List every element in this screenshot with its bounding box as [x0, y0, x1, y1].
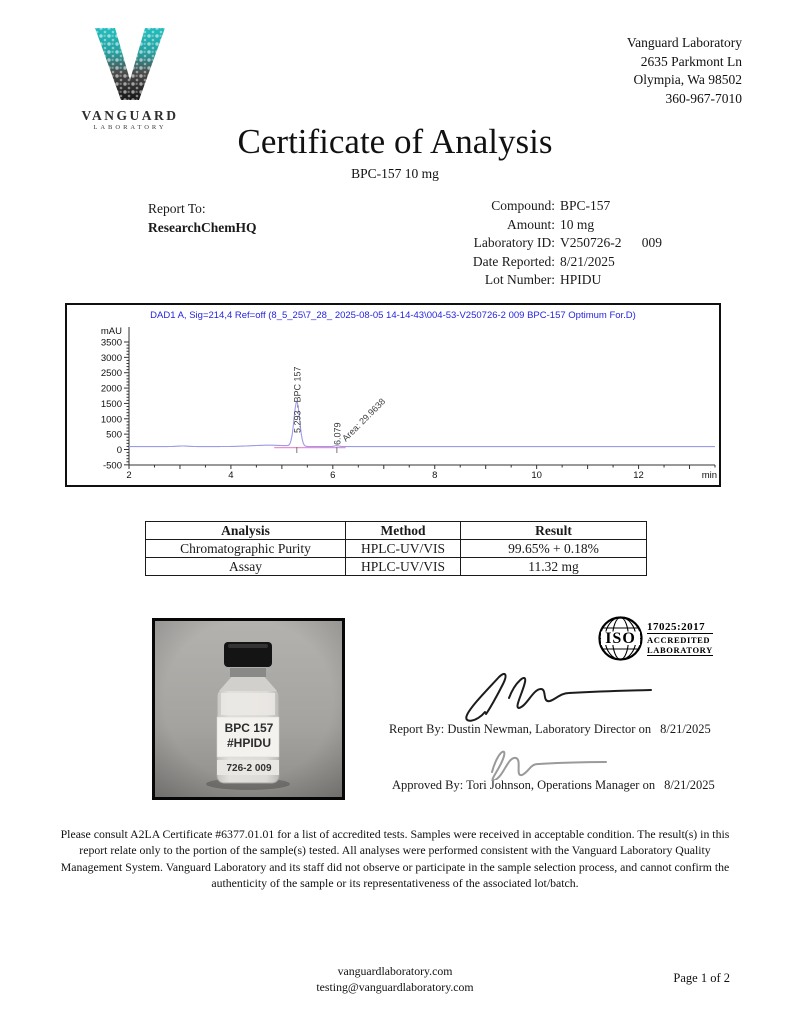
info-label: Compound:: [491, 198, 555, 213]
svg-text:500: 500: [106, 429, 122, 441]
address-line: Olympia, Wa 98502: [633, 72, 742, 87]
iso-badge-text: [647, 621, 713, 656]
chromatogram-chart: [65, 303, 721, 487]
svg-text:0: 0: [116, 445, 122, 456]
info-value: V250726-2 009: [560, 235, 662, 250]
vial-powder: [221, 693, 275, 715]
report-to-name: ResearchChemHQ: [148, 220, 257, 235]
info-label: Lot Number:: [484, 272, 555, 287]
cell-method: HPLC-UV/VIS: [346, 558, 461, 576]
footer-contact: [0, 963, 790, 995]
document-title: Certificate of Analysis: [237, 122, 553, 161]
address-line: 360-967-7010: [665, 90, 742, 106]
info-row-date-reported: [360, 253, 662, 272]
address-line: 2635 Parkmont Ln: [640, 53, 742, 69]
cell-analysis: Assay: [146, 558, 346, 576]
info-value: BPC-157: [560, 198, 611, 213]
vial-photo-svg: [155, 621, 342, 797]
svg-text:DAD1 A, Sig=214,4 Ref=off (8_5: DAD1 A, Sig=214,4 Ref=off (8_5_25\7_28_ 2025-08-05 14-14-43\004-53-V250726-2 009 BPC-157 Optimum For.D): [150, 310, 636, 321]
lab-address: [627, 34, 742, 108]
col-header-result: Result: [461, 522, 647, 540]
svg-text:6: 6: [330, 470, 336, 481]
info-row-lab-id: [360, 234, 662, 253]
svg-text:8: 8: [432, 470, 438, 481]
info-row-amount: [360, 216, 662, 235]
vial-cap-highlight: [228, 644, 268, 648]
iso-globe-icon: [597, 615, 644, 662]
vanguard-v-icon: [91, 26, 169, 102]
info-value: 10 mg: [560, 216, 595, 232]
table-header-row: [146, 522, 647, 540]
report-by-signature: [455, 662, 665, 722]
approved-by-line: [392, 778, 715, 793]
iso-laboratory-text: LABORATORY: [647, 645, 713, 655]
table-row: [146, 540, 647, 558]
info-label: Date Reported:: [472, 253, 555, 269]
svg-text:5.293 - BPC 157: 5.293 - BPC 157: [292, 366, 303, 434]
svg-text:1000: 1000: [100, 414, 122, 426]
sample-info-block: [360, 197, 662, 290]
results-table: [145, 521, 647, 576]
sample-vial-photo: [152, 618, 345, 800]
svg-text:2500: 2500: [100, 368, 122, 380]
cell-analysis: Chromatographic Purity: [146, 540, 346, 558]
info-row-compound: [360, 197, 662, 216]
report-to-block: [148, 199, 256, 237]
svg-text:-500: -500: [102, 460, 122, 472]
report-by-date: 8/21/2025: [660, 722, 711, 736]
report-by-text: Report By: Dustin Newman, Laboratory Director on: [389, 722, 652, 736]
document-subtitle: BPC-157 10 mg: [351, 166, 439, 181]
cell-method: HPLC-UV/VIS: [346, 540, 461, 558]
approved-by-date: 8/21/2025: [664, 778, 715, 792]
report-by-line: [389, 722, 711, 737]
footer-email-link[interactable]: testing@vanguardlaboratory.com: [316, 980, 474, 994]
info-row-lot-number: [360, 271, 662, 290]
vial-label-line1: BPC 157: [224, 721, 274, 735]
svg-text:2000: 2000: [100, 383, 122, 395]
address-line: Vanguard Laboratory: [626, 35, 742, 50]
vial-label-line2: #HPIDU: [226, 736, 272, 750]
svg-text:6.079: 6.079: [332, 422, 343, 445]
vial-label-line3: 726-2 009: [226, 763, 272, 774]
approved-by-text: Approved By: Tori Johnson, Operations Manager on: [392, 778, 656, 792]
footer-website-link[interactable]: vanguardlaboratory.com: [337, 964, 453, 978]
info-value: HPIDU: [560, 272, 602, 287]
col-header-analysis: Analysis: [146, 522, 346, 540]
info-value: 8/21/2025: [560, 253, 615, 269]
col-header-method: Method: [346, 522, 461, 540]
svg-text:Area: 29.9638: Area: 29.9638: [340, 396, 388, 444]
report-to-label: Report To:: [148, 201, 206, 216]
svg-text:min: min: [701, 470, 717, 481]
info-label: Laboratory ID:: [473, 235, 555, 250]
table-row: [146, 558, 647, 576]
svg-text:10: 10: [531, 470, 542, 481]
logo-brand-text: VANGUARD: [81, 108, 179, 123]
iso-standard-text: 17025:2017: [647, 621, 713, 634]
svg-text:3000: 3000: [100, 352, 122, 364]
disclaimer-paragraph: Please consult A2LA Certificate #6377.01.01 for a list of accredited tests. Samples were received in acceptable condition. The result(s) in this report relate only to the portion of the sample(s) tested. All analyses were performed consistent with the Vanguard Laboratory Quality Management System. Vanguard Laboratory and its staff did not observe or participate in the sample selection process, and cannot confirm the authenticity of the sample or its representativeness of the associated lot/batch.: [60, 827, 730, 890]
svg-text:mAU: mAU: [100, 326, 122, 337]
svg-text:1500: 1500: [100, 398, 122, 410]
iso-accreditation-badge: [597, 615, 713, 662]
iso-accredited-text: ACCREDITED: [647, 635, 711, 645]
cell-result: 11.32 mg: [461, 558, 647, 576]
info-label: Amount:: [506, 216, 555, 232]
chromatogram-svg: [67, 305, 719, 485]
svg-text:2: 2: [126, 470, 132, 481]
svg-text:3500: 3500: [100, 337, 122, 349]
approved-by-signature: [458, 740, 618, 780]
iso-letters: ISO: [605, 630, 636, 647]
svg-text:12: 12: [633, 470, 644, 481]
vanguard-logo: [78, 26, 182, 131]
logo-subbrand-text: LABORATORY: [93, 124, 167, 131]
page-number: Page 1 of 2: [673, 971, 730, 985]
cell-result: 99.65% + 0.18%: [461, 540, 647, 558]
svg-text:4: 4: [228, 470, 234, 481]
